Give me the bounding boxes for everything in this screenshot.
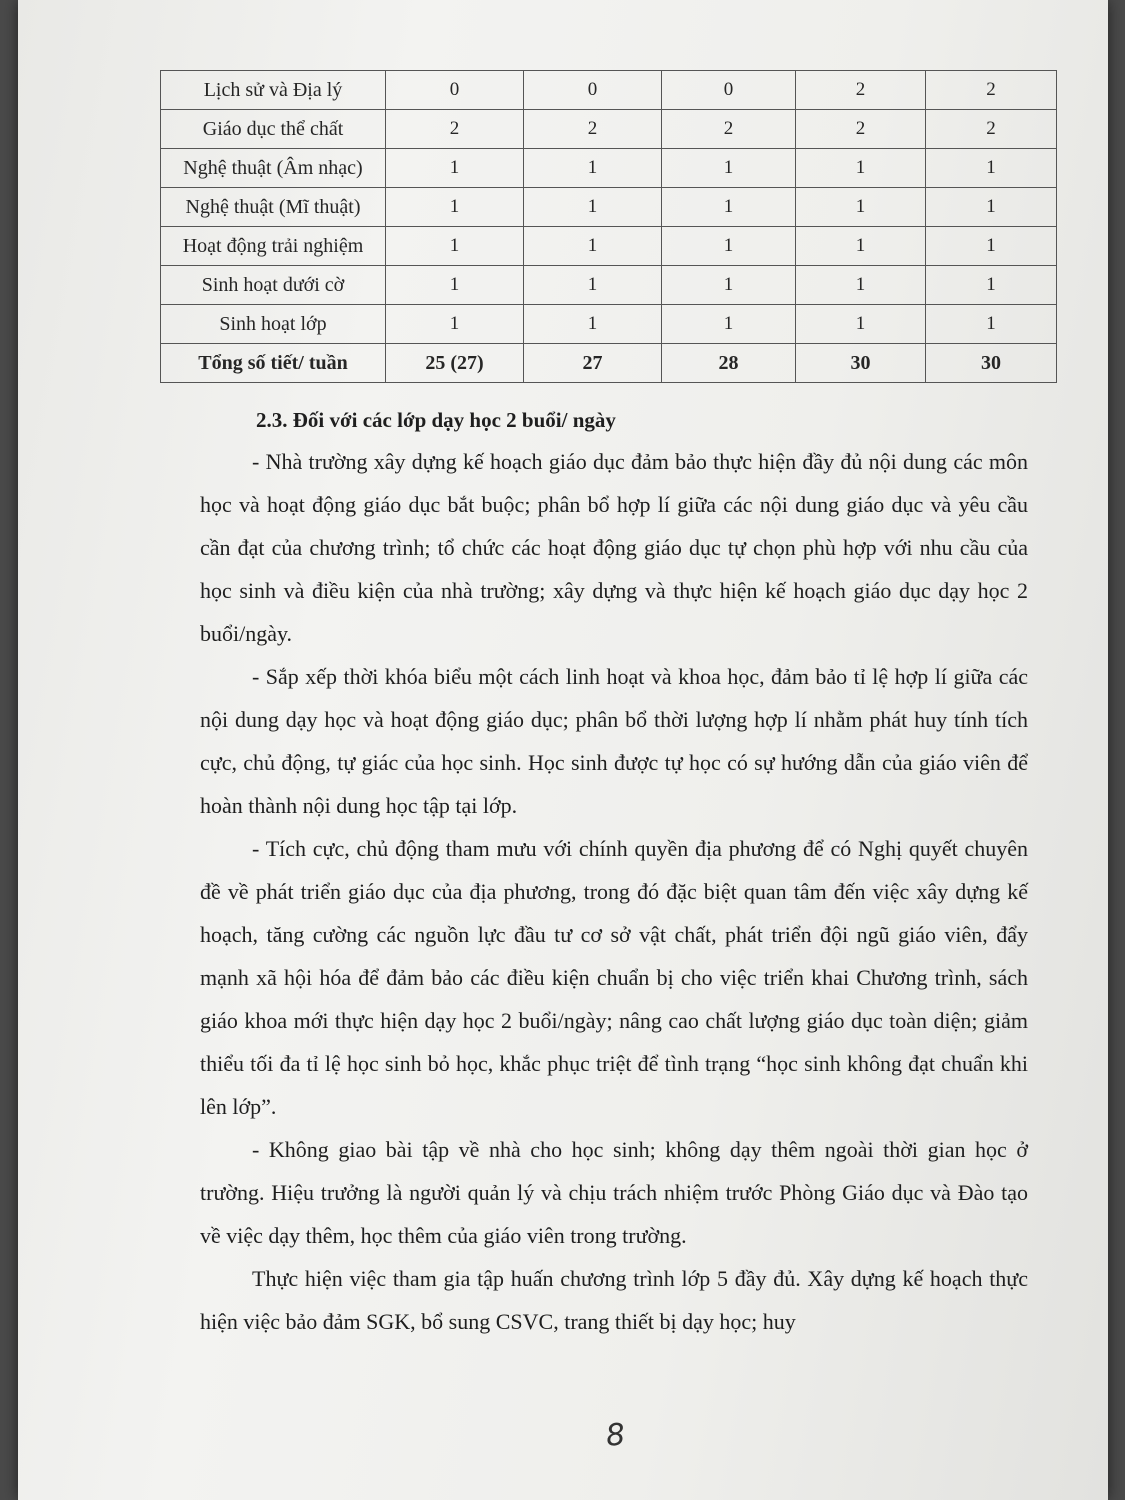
value-cell: 2 xyxy=(926,71,1057,110)
value-cell: 1 xyxy=(926,305,1057,344)
value-cell: 1 xyxy=(662,227,796,266)
subject-cell: Tổng số tiết/ tuần xyxy=(161,344,386,383)
paragraph-2: - Sắp xếp thời khóa biểu một cách linh hoạt và khoa học, đảm bảo tỉ lệ hợp lí giữa các nội dung dạy học và hoạt động giáo dục; phân bổ thời lượng hợp lí nhằm phát huy tính tích cực, chủ động, tự giác của học sinh. Học sinh được tự học có sự hướng dẫn của giáo viên để hoàn thành nội dung học tập tại lớp. xyxy=(200,664,1028,818)
subject-cell: Lịch sử và Địa lý xyxy=(161,71,386,110)
section-heading: 2.3. Đối với các lớp dạy học 2 buổi/ ngày xyxy=(256,408,616,432)
subject-cell: Nghệ thuật (Mĩ thuật) xyxy=(161,188,386,227)
value-cell: 2 xyxy=(386,110,524,149)
table-row xyxy=(161,71,1057,110)
subject-cell: Hoạt động trải nghiệm xyxy=(161,227,386,266)
table-row xyxy=(161,266,1057,305)
value-cell: 0 xyxy=(662,71,796,110)
value-cell: 1 xyxy=(796,266,926,305)
value-cell: 1 xyxy=(662,149,796,188)
document-page xyxy=(18,0,1108,1500)
value-cell: 1 xyxy=(386,266,524,305)
value-cell: 25 (27) xyxy=(386,344,524,383)
subject-cell: Giáo dục thể chất xyxy=(161,110,386,149)
value-cell: 1 xyxy=(926,227,1057,266)
value-cell: 0 xyxy=(386,71,524,110)
value-cell: 1 xyxy=(796,227,926,266)
section-body xyxy=(200,440,1028,1343)
paragraph-1: - Nhà trường xây dựng kế hoạch giáo dục đảm bảo thực hiện đầy đủ nội dung các môn học và hoạt động giáo dục bắt buộc; phân bổ hợp lí giữa các nội dung giáo dục và yêu cầu cần đạt của chương trình; tổ chức các hoạt động giáo dục tự chọn phù hợp với nhu cầu của học sinh và điều kiện của nhà trường; xây dựng và thực hiện kế hoạch giáo dục dạy học 2 buổi/ngày. xyxy=(200,449,1028,646)
value-cell: 2 xyxy=(662,110,796,149)
paragraph-4: - Không giao bài tập về nhà cho học sinh; không dạy thêm ngoài thời gian học ở trường. Hiệu trưởng là người quản lý và chịu trách nhiệm trước Phòng Giáo dục và Đào tạo về việc dạy thêm, học thêm của giáo viên trong trường. xyxy=(200,1137,1028,1248)
value-cell: 1 xyxy=(386,227,524,266)
value-cell: 1 xyxy=(524,266,662,305)
value-cell: 1 xyxy=(662,188,796,227)
value-cell: 1 xyxy=(926,188,1057,227)
value-cell: 27 xyxy=(524,344,662,383)
value-cell: 30 xyxy=(796,344,926,383)
table-total-row xyxy=(161,344,1057,383)
value-cell: 1 xyxy=(662,266,796,305)
table-row xyxy=(161,188,1057,227)
page-number: 8 xyxy=(604,1417,627,1454)
value-cell: 1 xyxy=(796,305,926,344)
paragraph-3: - Tích cực, chủ động tham mưu với chính quyền địa phương để có Nghị quyết chuyên đề về phát triển giáo dục của địa phương, trong đó đặc biệt quan tâm đến việc xây dựng kế hoạch, tăng cường các nguồn lực đầu tư cơ sở vật chất, phát triển đội ngũ giáo viên, đẩy mạnh xã hội hóa để đảm bảo các điều kiện chuẩn bị cho việc triển khai Chương trình, sách giáo khoa mới thực hiện dạy học 2 buổi/ngày; nâng cao chất lượng giáo dục toàn diện; giảm thiểu tối đa tỉ lệ học sinh bỏ học, khắc phục triệt để tình trạng “học sinh không đạt chuẩn khi lên lớp”. xyxy=(200,836,1028,1119)
subject-cell: Nghệ thuật (Âm nhạc) xyxy=(161,149,386,188)
value-cell: 2 xyxy=(926,110,1057,149)
table-row xyxy=(161,110,1057,149)
value-cell: 30 xyxy=(926,344,1057,383)
table-row xyxy=(161,227,1057,266)
value-cell: 1 xyxy=(926,149,1057,188)
subject-cell: Sinh hoạt lớp xyxy=(161,305,386,344)
paragraph-5: Thực hiện việc tham gia tập huấn chương trình lớp 5 đầy đủ. Xây dựng kế hoạch thực hiện việc bảo đảm SGK, bổ sung CSVC, trang thiết bị dạy học; huy xyxy=(200,1266,1028,1334)
value-cell: 1 xyxy=(386,188,524,227)
table-body xyxy=(161,71,1057,383)
value-cell: 1 xyxy=(796,188,926,227)
value-cell: 1 xyxy=(386,149,524,188)
value-cell: 28 xyxy=(662,344,796,383)
subject-cell: Sinh hoạt dưới cờ xyxy=(161,266,386,305)
lesson-allocation-table xyxy=(160,70,1057,383)
value-cell: 1 xyxy=(524,227,662,266)
value-cell: 0 xyxy=(524,71,662,110)
value-cell: 2 xyxy=(524,110,662,149)
value-cell: 1 xyxy=(386,305,524,344)
value-cell: 1 xyxy=(796,149,926,188)
value-cell: 2 xyxy=(796,71,926,110)
table-row xyxy=(161,305,1057,344)
table-row xyxy=(161,149,1057,188)
value-cell: 1 xyxy=(662,305,796,344)
value-cell: 1 xyxy=(926,266,1057,305)
value-cell: 1 xyxy=(524,149,662,188)
value-cell: 1 xyxy=(524,305,662,344)
value-cell: 1 xyxy=(524,188,662,227)
value-cell: 2 xyxy=(796,110,926,149)
